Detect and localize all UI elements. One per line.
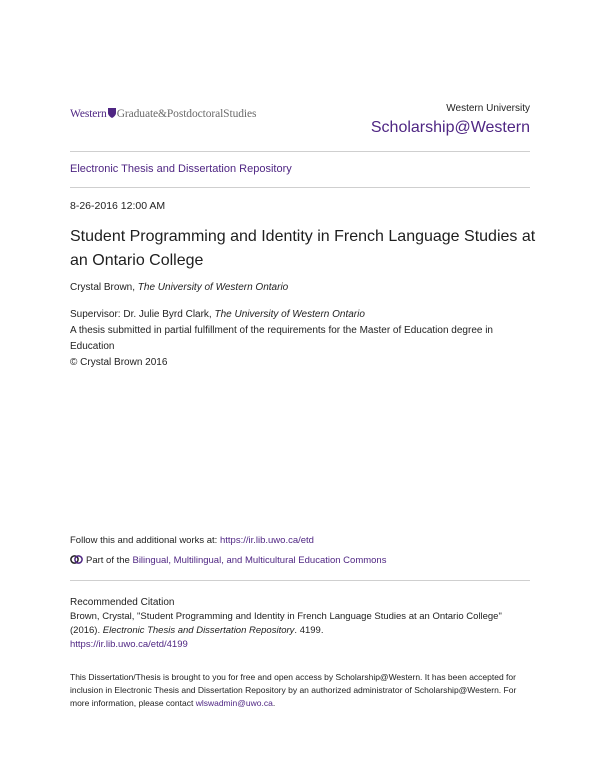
repository-link[interactable]: Electronic Thesis and Dissertation Repository [70, 163, 292, 175]
institution-name: Western University [446, 103, 530, 114]
part-of-line [70, 554, 386, 566]
logo-western-text: Western [70, 108, 107, 120]
follow-url-link[interactable]: https://ir.lib.uwo.ca/etd [219, 535, 314, 546]
record-date: 8-26-2016 12:00 AM [70, 200, 166, 212]
shield-icon [108, 108, 116, 118]
author-affiliation: The University of Western Ontario [137, 282, 289, 293]
commons-link[interactable]: Bilingual, Multilingual, and Multicultural Education Commons [132, 555, 387, 566]
thesis-title: Student Programming and Identity in French Language Studies at an Ontario College [70, 228, 536, 269]
degree-statement: A thesis submitted in partial fulfillment of the requirements for the Master of Education degree in Education [70, 325, 493, 352]
site-name-link[interactable]: Scholarship@Western [370, 119, 530, 136]
open-access-icon [70, 554, 83, 565]
citation-repository: Electronic Thesis and Dissertation Repository [102, 625, 295, 636]
logo-grad-text: Graduate&PostdoctoralStudies [116, 108, 257, 120]
supervisor-affiliation: The University of Western Ontario [214, 309, 365, 320]
part-of-text: Part of the [86, 555, 130, 566]
repository-divider [70, 187, 530, 188]
citation-url-link[interactable]: https://ir.lib.uwo.ca/etd/4199 [70, 639, 188, 650]
citation-number: . 4199. [294, 625, 324, 636]
citation-divider [70, 580, 530, 581]
thesis-metadata [70, 307, 540, 371]
author-name: Crystal Brown, [70, 282, 136, 293]
supervisor-name: Supervisor: Dr. Julie Byrd Clark, [70, 309, 212, 320]
follow-line [70, 535, 314, 546]
access-notice-end: . [272, 698, 276, 708]
follow-text: Follow this and additional works at: [70, 535, 218, 546]
access-notice [70, 671, 530, 710]
citation-body [70, 610, 530, 652]
author-line [70, 282, 288, 293]
citation-heading: Recommended Citation [70, 597, 175, 608]
access-notice-text: This Dissertation/Thesis is brought to you for free and open access by Scholarship@Western. It has been accepted for inclusion in Electronic Thesis and Dissertation Repository by an authorized administrator of Scholarship@Western. For more information, please contact [70, 672, 517, 708]
copyright-line: © Crystal Brown 2016 [70, 357, 168, 368]
supervisor-line [70, 307, 540, 323]
header-divider [70, 151, 530, 152]
contact-email-link[interactable]: wlswadmin@uwo.ca [195, 698, 273, 708]
citation-text: Brown, Crystal, "Student Programming and Identity in French Language Studies at an Ontario College" (2016). [70, 611, 502, 636]
western-graduate-logo [70, 108, 256, 120]
